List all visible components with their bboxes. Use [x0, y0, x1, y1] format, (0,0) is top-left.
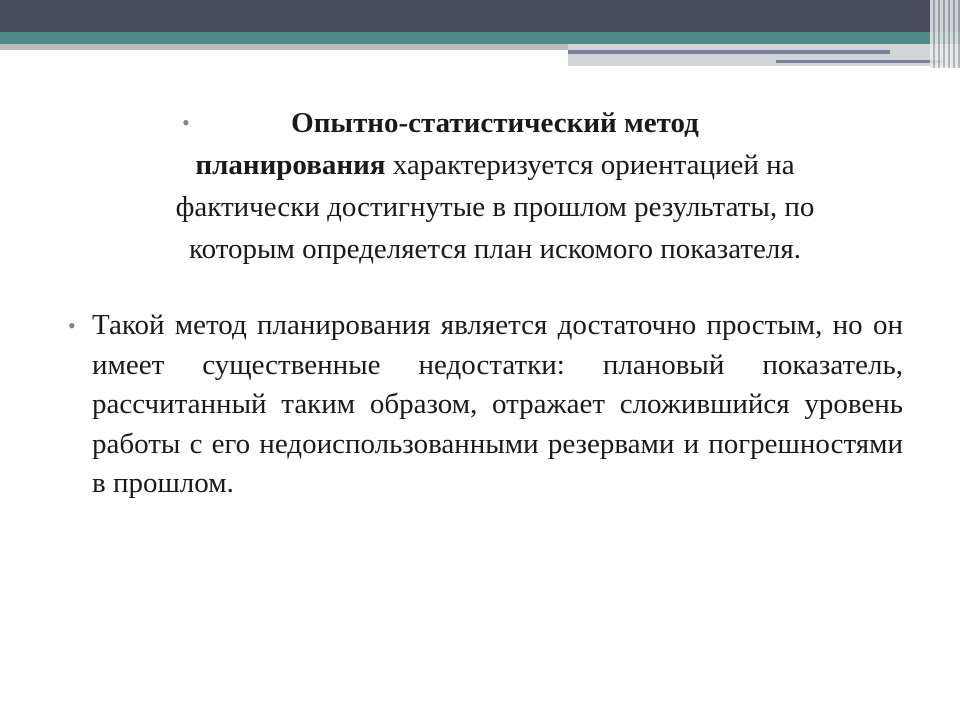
header-dark-band [0, 0, 960, 32]
bullet-2-text: Такой метод планирования является достаточно простым, но он имеет существенные недостатки: плановый показатель, рассчитанный таким образом, отражает сложившийся уровень работы с его недоиспользованными резервами и погрешностями в прошлом. [92, 309, 903, 499]
bullet-1-text-line2: характеризуется ориентацией на [385, 149, 795, 181]
bullet-1-text-line4: которым определяется план искомого показателя. [188, 233, 801, 265]
header-teal-band [0, 32, 960, 44]
bullet-1-text-line3: фактически достигнутые в прошлом результаты, по [175, 191, 815, 223]
header-stripe-pattern [930, 0, 960, 68]
bullet-item-2 [68, 306, 903, 504]
header-slate-bar [568, 50, 890, 54]
bullet-item-1 [100, 102, 890, 270]
header-grey-band-left [0, 44, 568, 50]
bullet-dot-2: • [68, 313, 76, 338]
header-slate-bar-lower [776, 60, 942, 63]
bullet-1-bold-lead-line2: планирования [195, 149, 386, 181]
bullet-dot-1: • [182, 110, 190, 135]
bullet-1-bold-lead-line1: Опытно-статистический метод [291, 107, 699, 139]
